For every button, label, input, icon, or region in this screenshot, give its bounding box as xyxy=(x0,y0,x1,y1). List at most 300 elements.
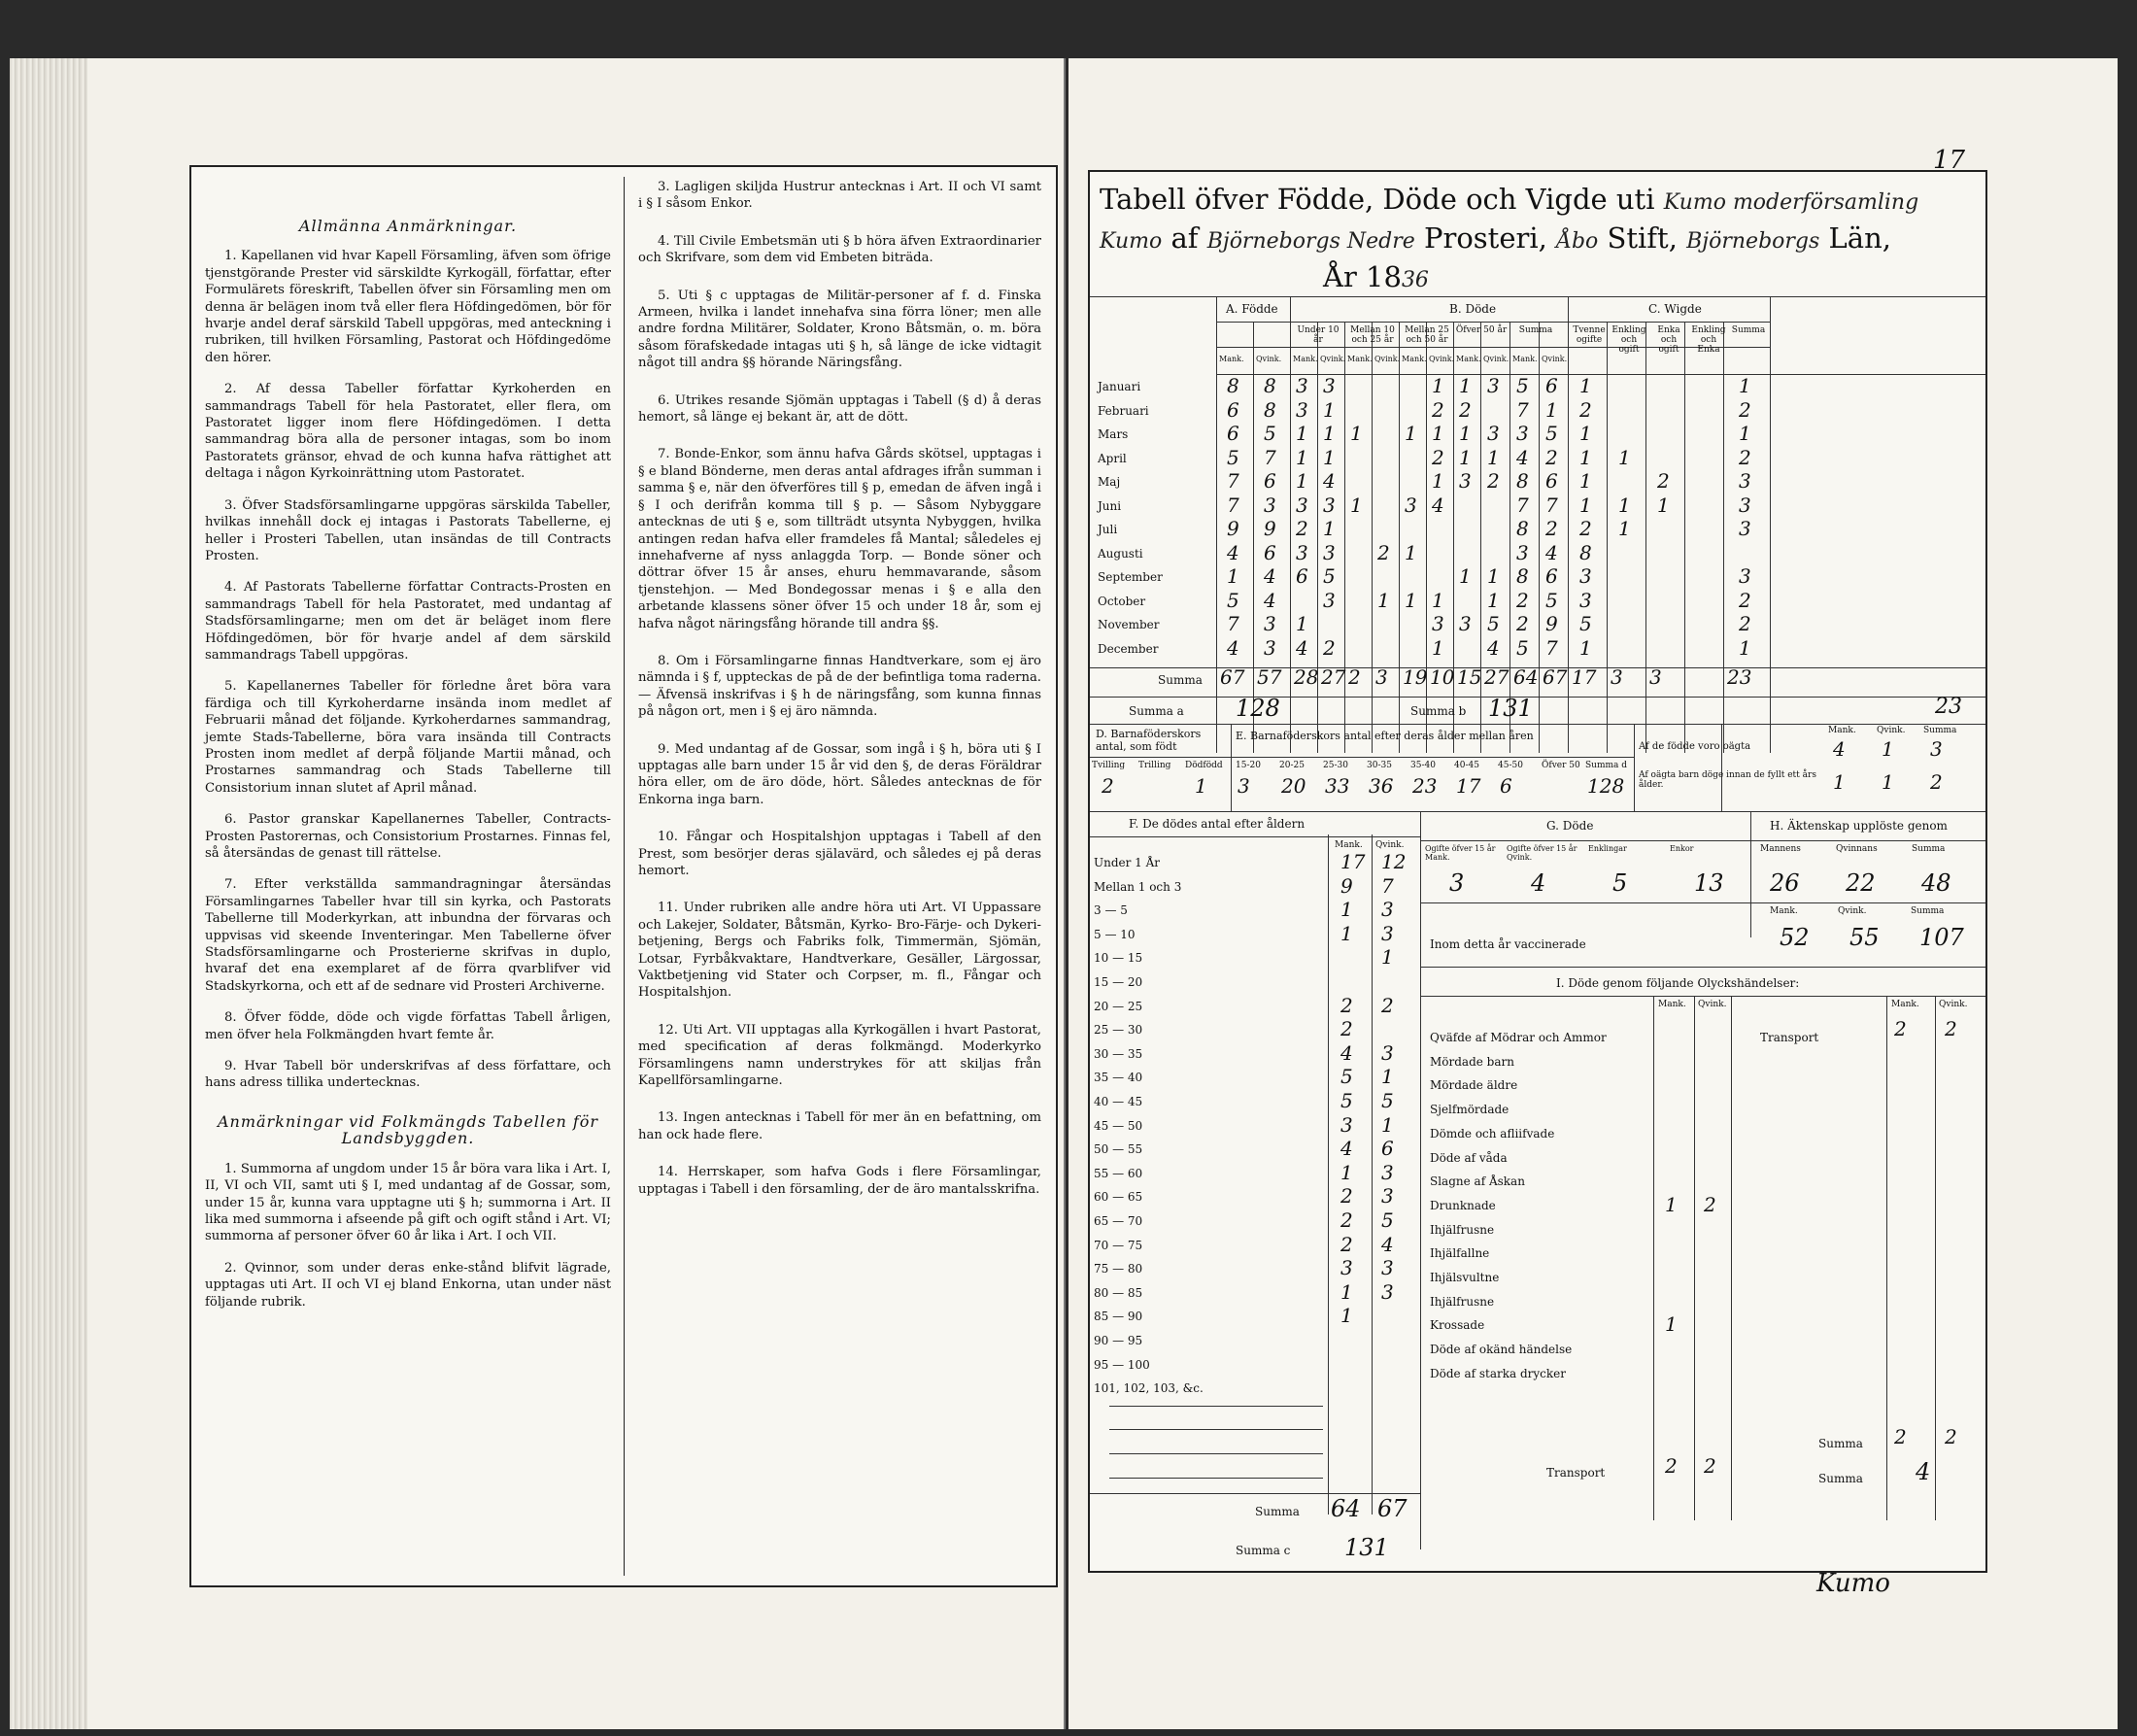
month-value: 1 xyxy=(1459,422,1472,445)
month-value: 1 xyxy=(1296,469,1308,493)
month-value: 1 xyxy=(1579,493,1592,517)
rule-line xyxy=(1109,1429,1323,1430)
illegit-dead-value: 2 xyxy=(1930,770,1943,794)
age-label: 15 — 20 xyxy=(1094,975,1143,989)
g-col: Ogifte öfver 15 år Mank. xyxy=(1425,844,1496,862)
month-value: 7 xyxy=(1516,493,1529,517)
month-value: 1 xyxy=(1739,635,1751,660)
month-value: 2 xyxy=(1739,445,1751,469)
title-print-b: Prosteri, xyxy=(1423,221,1547,255)
age-mank: 2 xyxy=(1340,1184,1353,1208)
illegit-value: 4 xyxy=(1833,737,1846,761)
g-col: Enkor xyxy=(1670,844,1694,853)
month-value: 2 xyxy=(1323,635,1336,660)
month-value: 1 xyxy=(1323,445,1336,469)
month-value: 4 xyxy=(1323,469,1336,493)
rule-line xyxy=(1328,834,1329,1515)
age-label: 30 — 35 xyxy=(1094,1046,1143,1061)
section-c-label: C. Wigde xyxy=(1648,302,1702,316)
summa-final-mank: 2 xyxy=(1894,1425,1907,1448)
remark-paragraph: 9. Med undantag af de Gossar, som ingå i § h, böra uti § I upptagas alle barn under 15 år vid den §, de deras Föräldrar höra eller, om de äro döde, hört. Således antecknas de för Enkorna inga barn. xyxy=(638,741,1041,807)
age-qvink: 2 xyxy=(1381,993,1394,1017)
summa-value: 27 xyxy=(1321,665,1346,689)
summa-value: 3 xyxy=(1649,665,1662,689)
month-value: 4 xyxy=(1264,564,1276,588)
rule-line xyxy=(1290,296,1291,753)
month-value: 7 xyxy=(1264,445,1276,469)
e-value: 33 xyxy=(1325,774,1350,798)
accident-label: Mördade äldre xyxy=(1430,1078,1518,1093)
subheader-deaths: Mellan 10 och 25 år xyxy=(1350,325,1395,345)
month-value: 1 xyxy=(1459,564,1472,588)
month-label: Februari xyxy=(1098,403,1149,418)
rule-line xyxy=(1723,322,1724,753)
age-label: Mellan 1 och 3 xyxy=(1094,879,1182,894)
month-value: 3 xyxy=(1323,493,1336,517)
month-label: Januari xyxy=(1098,380,1141,393)
month-value: 3 xyxy=(1516,540,1529,564)
i-mank: Mank. xyxy=(1658,1000,1686,1009)
rule-line xyxy=(1770,296,1771,753)
f-summa-label: Summa xyxy=(1255,1505,1300,1519)
rule-line xyxy=(1684,322,1685,753)
col-qvink: Qvink. xyxy=(1320,355,1346,363)
summa-b-value: 131 xyxy=(1488,695,1533,722)
month-value: 2 xyxy=(1377,540,1390,564)
col-mank: Mank. xyxy=(1219,355,1244,363)
month-value: 1 xyxy=(1432,635,1444,660)
summa-value: 64 xyxy=(1513,665,1539,689)
remark-paragraph: 8. Om i Församlingarne finnas Handtverkare, som ej äro nämnda i § f, uppteckas de på de der befintliga toma raderna. — Äfvensä inskrifvas i § h de näringsfång, som kunna finnas på någon ort, men i § ej äro nämnda. xyxy=(638,653,1041,720)
qvink-hdr: Qvink. xyxy=(1877,726,1906,735)
age-label: 101, 102, 103, &c. xyxy=(1094,1381,1204,1396)
age-qvink: 3 xyxy=(1381,1279,1394,1304)
illegit-q2: Af oägta barn döge innan de fyllt ett års ålder. xyxy=(1639,770,1816,790)
accident-label: Drunknade xyxy=(1430,1198,1496,1212)
rule-line xyxy=(1216,296,1217,753)
month-value: 2 xyxy=(1432,397,1444,422)
month-value: 3 xyxy=(1264,635,1276,660)
title-print-1: Tabell öfver Födde, Döde och Vigde uti xyxy=(1100,183,1655,216)
subheader-deaths: Mellan 25 och 50 år xyxy=(1405,325,1449,345)
month-value: 1 xyxy=(1323,517,1336,540)
title-print-d: Län, xyxy=(1828,221,1891,255)
month-value: 7 xyxy=(1545,493,1558,517)
rule-line xyxy=(1509,322,1510,753)
rule-line xyxy=(1090,296,1985,297)
remark-paragraph: 2. Af dessa Tabeller författar Kyrkoherden en sammandrags Tabell för hela Pastoratet, eller flera, om Pastoratet ligger inom flere Höfdingedömen. I detta sammandrag böra alla de personer intagas, som bo inom Pastoratets gränsor, ehvad de och kunna hafva rättighet att deltaga i någon Kyrkoinrättning utom Pastoratet. xyxy=(205,382,611,482)
summa-hdr: Summa xyxy=(1923,726,1957,735)
month-value: 6 xyxy=(1545,374,1558,397)
month-value: 2 xyxy=(1459,397,1472,422)
col-qvink: Qvink. xyxy=(1483,355,1509,363)
rule-line xyxy=(1090,811,1985,812)
subheader-marriages: Tvenne ogifte xyxy=(1573,325,1606,345)
age-mank: 3 xyxy=(1340,1112,1353,1137)
month-value: 3 xyxy=(1296,493,1308,517)
age-label: 35 — 40 xyxy=(1094,1071,1143,1085)
month-value: 1 xyxy=(1487,564,1500,588)
remark-paragraph: 3. Lagligen skiljda Hustrur antecknas i Art. II och VI samt i § I såsom Enkor. xyxy=(638,180,1041,212)
month-value: 7 xyxy=(1545,635,1558,660)
vacc-value: 107 xyxy=(1919,924,1964,951)
month-value: 1 xyxy=(1296,422,1308,445)
age-label: 20 — 25 xyxy=(1094,999,1143,1013)
transport-left-qvink: 2 xyxy=(1704,1454,1716,1478)
f-qvink: Qvink. xyxy=(1375,840,1405,850)
section-d-title: D. Barnaföderskors antal, som födt xyxy=(1096,728,1202,753)
remark-paragraph: 6. Utrikes resande Sjömän upptagas i Tabell (§ d) å deras hemort, så länge ej bekant är, att de dött. xyxy=(638,392,1041,425)
month-value: 3 xyxy=(1459,612,1472,635)
age-label: 90 — 95 xyxy=(1094,1334,1143,1347)
population-remark: 1. Summorna af ungdom under 15 år böra vara lika i Art. I, II, VI och VII, samt uti § I, med undantag af de Gossar, som, under 15 år, kunna vara upptagne uti § h; summorna i Art. II lika med summorna i afseende på gift och ogift stånd i Art. VI; summorna af personer öfver 60 år lika i Art. I och VII. xyxy=(205,1161,611,1244)
remark-paragraph: 12. Uti Art. VII upptagas alla Kyrkogällen i hvart Pastorat, med specification af deras folkmängd. Moderkyrko Församlingens namn understrykes för att skiljas från Kapellförsamlingarne. xyxy=(638,1022,1041,1089)
e-col: 30-35 xyxy=(1367,761,1392,770)
age-mank: 9 xyxy=(1340,873,1353,898)
summa-value: 23 xyxy=(1727,665,1752,689)
month-value: 1 xyxy=(1579,374,1592,397)
age-qvink: 3 xyxy=(1381,1184,1394,1208)
remarks-sheet xyxy=(189,165,1058,1587)
illegit-dead-value: 1 xyxy=(1882,770,1894,794)
e-value: 23 xyxy=(1412,774,1438,798)
statistics-sheet xyxy=(1088,170,1987,1573)
age-mank: 3 xyxy=(1340,1256,1353,1280)
month-value: 5 xyxy=(1323,564,1336,588)
age-qvink: 3 xyxy=(1381,898,1394,922)
i-mank2: Mank. xyxy=(1891,1000,1919,1009)
summa-value: 3 xyxy=(1375,665,1388,689)
month-label: Juli xyxy=(1098,523,1118,536)
g-col: Ogifte öfver 15 år Qvink. xyxy=(1507,844,1577,862)
age-label: 60 — 65 xyxy=(1094,1190,1143,1205)
page-edges xyxy=(10,58,87,1729)
e-col: 40-45 xyxy=(1454,761,1479,770)
h-value: 26 xyxy=(1770,869,1800,897)
rule-line xyxy=(1607,322,1608,753)
accident-label: Krossade xyxy=(1430,1318,1485,1333)
title-print-a: af xyxy=(1170,221,1199,255)
e-value: 20 xyxy=(1281,774,1306,798)
subheader-marriages: Enka och ogift xyxy=(1657,325,1680,355)
rule-line xyxy=(1645,322,1646,753)
age-qvink: 12 xyxy=(1381,850,1407,873)
h-col: Qvinnans xyxy=(1836,844,1878,854)
remark-paragraph: 9. Hvar Tabell bör underskrifvas af dess författare, och hans adress tillika undertecknas. xyxy=(205,1059,611,1091)
page-number: 17 xyxy=(1933,146,1966,175)
month-value: 1 xyxy=(1459,445,1472,469)
month-value: 9 xyxy=(1227,517,1239,540)
rule-line xyxy=(1750,811,1751,937)
accident-qvink: 2 xyxy=(1704,1192,1716,1216)
month-value: 2 xyxy=(1296,517,1308,540)
month-value: 3 xyxy=(1739,517,1751,540)
month-value: 1 xyxy=(1405,588,1417,612)
accident-label: Ihjälfrusne xyxy=(1430,1294,1495,1309)
transport-left-mank: 2 xyxy=(1665,1454,1678,1478)
age-label: 65 — 70 xyxy=(1094,1214,1143,1228)
g-value: 3 xyxy=(1449,869,1465,897)
age-mank: 1 xyxy=(1340,1304,1353,1328)
col-mank: Mank. xyxy=(1347,355,1373,363)
rule-line xyxy=(1568,296,1569,753)
age-label: 55 — 60 xyxy=(1094,1166,1143,1180)
month-value: 3 xyxy=(1323,540,1336,564)
age-label: 10 — 15 xyxy=(1094,951,1143,966)
month-value: 4 xyxy=(1264,588,1276,612)
month-value: 3 xyxy=(1323,588,1336,612)
h-col: Summa xyxy=(1912,844,1946,854)
d-value: 1 xyxy=(1195,774,1207,798)
accident-label: Mördade barn xyxy=(1430,1054,1514,1069)
month-value: 3 xyxy=(1739,493,1751,517)
month-value: 4 xyxy=(1516,445,1529,469)
title-county: Björneborgs xyxy=(1686,229,1820,254)
month-value: 5 xyxy=(1227,445,1239,469)
vacc-value: 52 xyxy=(1780,924,1810,951)
age-qvink: 3 xyxy=(1381,921,1394,945)
transport-qvink: 2 xyxy=(1945,1017,1957,1040)
e-col: 25-30 xyxy=(1323,761,1348,770)
subheader-deaths: Summa xyxy=(1518,325,1553,335)
remark-paragraph: 7. Bonde-Enkor, som ännu hafva Gårds skötsel, upptagas i § e bland Bönderne, men deras antal afdrages ifrån summan i samma § e, när den öfverföres till § p, emedan de äfven ingå i § I och derifrån komma till § p. — Såsom Nybyggare antecknas de uti § e, som tillträdt utsynta Nybyggen, hvilka antingen redan hafva eller framdeles få Mantal; såledeles ej innehafverne af nyss anlaggda Torp. — Bonde söner och döttrar öfver 15 år anses, ehuru hemmavarande, såsom tjenstehjon. — Med Bondegossar menas i § e alla den arbetande klassens söner öfver 15 och under 18 år, som ej hafva något näringsfång hörande till andra §§. xyxy=(638,447,1041,631)
age-qvink: 5 xyxy=(1381,1208,1394,1232)
rule-line xyxy=(1694,996,1695,1520)
summa-c-label: Summa c xyxy=(1236,1544,1291,1558)
month-value: 1 xyxy=(1579,445,1592,469)
population-remarks-heading: Anmärkningar vid Folkmängds Tabellen för Landsbyggden. xyxy=(217,1111,599,1148)
month-value: 3 xyxy=(1487,422,1500,445)
transport-label-right: Transport xyxy=(1760,1031,1819,1044)
age-mank: 17 xyxy=(1340,850,1366,873)
section-h-title: H. Äktenskap upplöste genom xyxy=(1770,819,1948,833)
month-value: 1 xyxy=(1323,422,1336,445)
month-value: 2 xyxy=(1657,469,1670,493)
rule-line xyxy=(1886,996,1887,1520)
rule-line xyxy=(1109,1453,1323,1454)
month-value: 7 xyxy=(1516,397,1529,422)
remark-paragraph: 6. Pastor granskar Kapellanernes Tabeller, Contracts-Prosten Pastorernas, och Consistorium Prostarnes. Finnas fel, så återsändas de genast till rättelse. xyxy=(205,812,611,861)
month-value: 3 xyxy=(1323,374,1336,397)
summa-a-label: Summa a xyxy=(1129,704,1184,718)
month-value: 1 xyxy=(1618,517,1631,540)
age-qvink: 3 xyxy=(1381,1256,1394,1280)
remarks-column-1 xyxy=(205,179,611,1574)
month-value: 7 xyxy=(1227,612,1239,635)
age-qvink: 5 xyxy=(1381,1089,1394,1112)
e-col: 45-50 xyxy=(1498,761,1523,770)
table-title xyxy=(1100,182,1974,298)
rule-line xyxy=(1420,811,1421,1549)
month-value: 1 xyxy=(1487,588,1500,612)
month-value: 1 xyxy=(1323,397,1336,422)
summa-a-value: 128 xyxy=(1236,695,1280,722)
column-divider xyxy=(624,177,625,1576)
month-value: 1 xyxy=(1227,564,1239,588)
subheader-marriages: Enkling och ogift xyxy=(1611,325,1646,355)
month-value: 1 xyxy=(1657,493,1670,517)
month-value: 1 xyxy=(1432,469,1444,493)
age-label: 80 — 85 xyxy=(1094,1285,1143,1300)
month-label: Mars xyxy=(1098,427,1129,441)
age-label: 5 — 10 xyxy=(1094,927,1136,941)
rule-line xyxy=(1721,724,1722,811)
section-f-title: F. De dödes antal efter åldern xyxy=(1129,817,1306,831)
rule-line xyxy=(1372,322,1373,753)
month-value: 1 xyxy=(1618,445,1631,469)
month-value: 6 xyxy=(1296,564,1308,588)
month-value: 6 xyxy=(1227,422,1239,445)
rule-line xyxy=(1109,1406,1323,1407)
month-value: 6 xyxy=(1545,564,1558,588)
month-value: 3 xyxy=(1459,469,1472,493)
section-g-title: G. Döde xyxy=(1546,819,1594,833)
age-mank: 5 xyxy=(1340,1065,1353,1089)
month-value: 4 xyxy=(1227,540,1239,564)
age-mank: 4 xyxy=(1340,1040,1353,1065)
month-label: September xyxy=(1098,570,1163,584)
accident-mank: 1 xyxy=(1665,1312,1678,1337)
age-mank: 2 xyxy=(1340,1232,1353,1256)
age-mank: 5 xyxy=(1340,1089,1353,1112)
month-value: 9 xyxy=(1264,517,1276,540)
month-value: 3 xyxy=(1487,374,1500,397)
month-value: 5 xyxy=(1579,612,1592,635)
month-value: 2 xyxy=(1516,612,1529,635)
month-value: 1 xyxy=(1618,493,1631,517)
accident-label: Döde af starka drycker xyxy=(1430,1366,1566,1380)
summa-value: 15 xyxy=(1457,665,1482,689)
e-col: Öfver 50 xyxy=(1542,761,1580,770)
month-value: 1 xyxy=(1579,422,1592,445)
signature: Kumo xyxy=(1816,1569,1890,1598)
marriage-total: 23 xyxy=(1935,695,1962,719)
col-qvink: Qvink. xyxy=(1256,355,1282,363)
remarks-column-2 xyxy=(638,179,1041,1574)
month-label: Augusti xyxy=(1098,546,1143,561)
month-value: 2 xyxy=(1579,517,1592,540)
remark-paragraph: 7. Efter verkställda sammandragningar återsändas Församlingarnes Tabeller hvar till sin kyrka, och Pastorats Tabellerne till Moderkyrkan, att inbundna der förvaras och uppvisas vid skeende Inventeringar. Men Tabellerne öfver Stadsförsamlingarne och Prosterierne skrifvas in duplo, hvaraf det ena exemplaret af de förra qvarblifver vid Stadskyrkorna, och ett af de sednare vid Prosteri Archiverne. xyxy=(205,877,611,994)
i-qvink2: Qvink. xyxy=(1939,1000,1968,1009)
e-value: 17 xyxy=(1456,774,1481,798)
month-value: 8 xyxy=(1264,374,1276,397)
month-value: 1 xyxy=(1459,374,1472,397)
month-value: 4 xyxy=(1227,635,1239,660)
transport-label: Transport xyxy=(1546,1466,1606,1480)
title-print-c: Stift, xyxy=(1607,221,1678,255)
remark-paragraph: 5. Kapellanernes Tabeller för förledne året böra vara färdiga och till Kyrkoherdarne insända inom medlet af Februarii månad det följande. Kyrkoherdarnes sammandrag, jemte Stads-Tabellerne, böra vara insända till Contracts Prosten inom medlet af derpå följande Martii månad, och Prostarnes sammandrag och Stads Tabellerne till Consistorium innan slutet af April månad. xyxy=(205,679,611,796)
title-diocese: Åbo xyxy=(1556,229,1599,254)
month-label: October xyxy=(1098,594,1146,608)
f-summa-qvink: 67 xyxy=(1377,1495,1408,1523)
month-value: 8 xyxy=(1264,397,1276,422)
month-value: 2 xyxy=(1739,397,1751,422)
col-mank: Mank. xyxy=(1293,355,1318,363)
month-value: 2 xyxy=(1739,588,1751,612)
summa-final-label2: Summa xyxy=(1818,1472,1863,1485)
accident-label: Döde af våda xyxy=(1430,1150,1508,1165)
rule-line xyxy=(1399,322,1400,753)
age-label: 50 — 55 xyxy=(1094,1142,1143,1157)
month-value: 4 xyxy=(1545,540,1558,564)
rule-line xyxy=(1420,967,1985,968)
col-qvink: Qvink. xyxy=(1374,355,1401,363)
age-label: 70 — 75 xyxy=(1094,1238,1143,1252)
age-mank: 1 xyxy=(1340,898,1353,922)
age-qvink: 7 xyxy=(1381,873,1394,898)
accident-label: Slagne af Åskan xyxy=(1430,1174,1525,1189)
age-mank: 2 xyxy=(1340,1208,1353,1232)
e-col: 20-25 xyxy=(1279,761,1305,770)
month-value: 5 xyxy=(1545,422,1558,445)
age-mank: 2 xyxy=(1340,993,1353,1017)
month-value: 2 xyxy=(1432,445,1444,469)
month-value: 1 xyxy=(1405,540,1417,564)
remark-paragraph: 10. Fångar och Hospitalshjon upptagas i Tabell af den Prest, som besörjer deras själavärd, och således ej på deras hemort. xyxy=(638,830,1041,878)
month-value: 3 xyxy=(1432,612,1444,635)
age-label: Under 1 År xyxy=(1094,856,1161,869)
summa-value: 67 xyxy=(1220,665,1245,689)
section-e-title: E. Barnaföderskors antal efter deras ålder mellan åren xyxy=(1236,730,1534,742)
vacc-value: 55 xyxy=(1849,924,1880,951)
d-value: 2 xyxy=(1102,774,1114,798)
age-mank: 1 xyxy=(1340,921,1353,945)
month-value: 7 xyxy=(1227,469,1239,493)
month-value: 5 xyxy=(1264,422,1276,445)
rule-line xyxy=(1653,996,1654,1520)
col-qvink: Qvink. xyxy=(1429,355,1455,363)
month-value: 3 xyxy=(1264,493,1276,517)
rule-line xyxy=(1539,322,1540,753)
month-label: Maj xyxy=(1098,475,1121,489)
vacc-summa: Summa xyxy=(1911,906,1945,916)
remark-paragraph: 3. Öfver Stadsförsamlingarne uppgöras särskilda Tabeller, hvilkas innehåll dock ej intagas i Pastorats Tabellerne, ej heller i Prosteri Tabellen, utan insändas de till Contracts Prosten. xyxy=(205,497,611,563)
age-mank: 4 xyxy=(1340,1137,1353,1161)
title-year-hand: 36 xyxy=(1401,268,1429,292)
accident-label: Dömde och afliifvade xyxy=(1430,1126,1555,1140)
month-value: 1 xyxy=(1545,397,1558,422)
rule-line xyxy=(1372,834,1373,1515)
remark-paragraph: 1. Kapellanen vid hvar Kapell Församling, äfven som öfrige tjenstgörande Prester vid särskildte Kyrkogäll, författar, efter Formulärets föreskrift, Tabellen öfver sin Församling men om denna är belägen inom två eller flera Höfdingedömen, bör för hvarje andel deraf särskild Tabell uppgöras, med anteckning i rubriken, till hvilken Församling, Pastorat och Höfdingedöme den hörer. xyxy=(205,249,611,365)
month-label: April xyxy=(1098,451,1127,465)
subheader-marriages: Enkling och Enka xyxy=(1691,325,1726,355)
subheader-marriages: Summa xyxy=(1731,325,1766,335)
remark-paragraph: 11. Under rubriken alle andre höra uti Art. VI Uppassare och Lakejer, Soldater, Båtsmän, Kyrko- Bro-Färje- och Dykeri-betjening, Bergs och Fabriks folk, Timmermän, Sjömän, Lotsar, Fyrbåkvaktare, Handtverkare, Gesäller, Lärgossar, Vaktbetjening vid Stater och Corpser, m. fl., Fångar och Hospitalshjon. xyxy=(638,901,1041,1001)
month-value: 2 xyxy=(1739,612,1751,635)
age-label: 85 — 90 xyxy=(1094,1310,1143,1324)
month-value: 3 xyxy=(1296,397,1308,422)
summa-value: 28 xyxy=(1294,665,1319,689)
age-label: 3 — 5 xyxy=(1094,903,1128,918)
month-value: 3 xyxy=(1405,493,1417,517)
illegit-dead-value: 1 xyxy=(1833,770,1846,794)
month-value: 3 xyxy=(1579,564,1592,588)
summa-value: 17 xyxy=(1572,665,1597,689)
summa-label: Summa xyxy=(1158,673,1203,687)
month-value: 7 xyxy=(1227,493,1239,517)
month-value: 1 xyxy=(1579,635,1592,660)
transport-mank: 2 xyxy=(1894,1017,1907,1040)
age-mank: 1 xyxy=(1340,1160,1353,1184)
accident-label: Ihjälfrusne xyxy=(1430,1222,1495,1237)
month-value: 6 xyxy=(1227,397,1239,422)
mank-hdr: Mank. xyxy=(1828,726,1856,735)
e-col: Summa d xyxy=(1585,761,1628,770)
month-value: 6 xyxy=(1264,540,1276,564)
summa-value: 57 xyxy=(1257,665,1282,689)
g-value: 4 xyxy=(1531,869,1546,897)
illegit-value: 1 xyxy=(1882,737,1894,761)
